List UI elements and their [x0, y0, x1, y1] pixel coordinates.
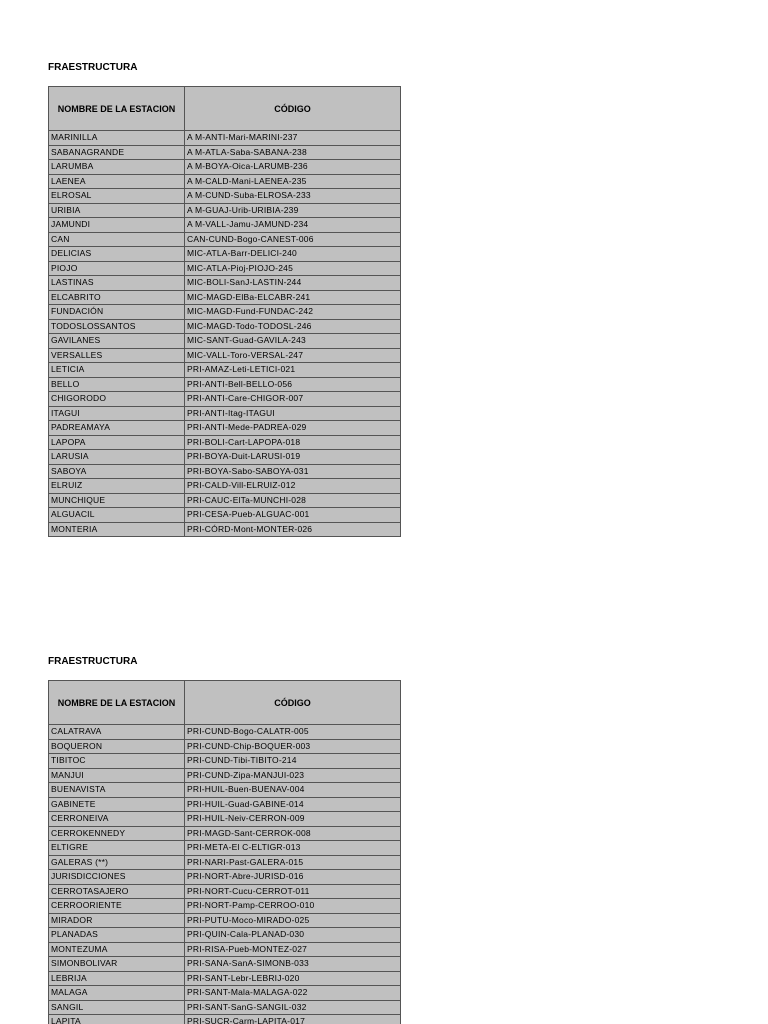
table-row	[49, 957, 401, 972]
table-row	[49, 1000, 401, 1015]
station-code-cell: MIC-MAGD-ElBa-ELCABR-241	[185, 290, 401, 305]
station-code-cell: PRI-ANTI-Care-CHIGOR-007	[185, 392, 401, 407]
table-row	[49, 812, 401, 827]
station-name-cell: VERSALLES	[49, 348, 185, 363]
table-row	[49, 160, 401, 175]
station-name-cell: PADREAMAYA	[49, 421, 185, 436]
section-title: FRAESTRUCTURA	[48, 656, 138, 667]
station-code-cell: PRI-SANA-SanA-SIMONB-033	[185, 957, 401, 972]
station-name-cell: BOQUERON	[49, 739, 185, 754]
station-name-cell: ELRUIZ	[49, 479, 185, 494]
table-row	[49, 855, 401, 870]
station-code-cell: PRI-BOYA-Duit-LARUSI-019	[185, 450, 401, 465]
table-row	[49, 363, 401, 378]
table-row	[49, 493, 401, 508]
table-row	[49, 986, 401, 1001]
table-row	[49, 928, 401, 943]
station-name-cell: ELTIGRE	[49, 841, 185, 856]
station-name-cell: CERROKENNEDY	[49, 826, 185, 841]
table-row	[49, 739, 401, 754]
table-row	[49, 435, 401, 450]
station-code-cell: PRI-CAUC-ElTa-MUNCHI-028	[185, 493, 401, 508]
station-name-cell: JURISDICCIONES	[49, 870, 185, 885]
station-code-cell: A M-ANTI-Mari-MARINI-237	[185, 131, 401, 146]
table-row	[49, 174, 401, 189]
station-name-cell: GABINETE	[49, 797, 185, 812]
station-name-cell: MALAGA	[49, 986, 185, 1001]
table-header-row	[49, 87, 401, 131]
table-row	[49, 203, 401, 218]
station-code-cell: MIC-ATLA-Barr-DELICI-240	[185, 247, 401, 262]
station-name-cell: SIMONBOLIVAR	[49, 957, 185, 972]
station-code-cell: PRI-CALD-Vill-ELRUIZ-012	[185, 479, 401, 494]
station-name-cell: TIBITOC	[49, 754, 185, 769]
station-code-cell: PRI-MAGD-Sant-CERROK-008	[185, 826, 401, 841]
station-code-cell: PRI-CUND-Bogo-CALATR-005	[185, 725, 401, 740]
stations-table	[48, 86, 401, 537]
station-name-cell: URIBIA	[49, 203, 185, 218]
table-row	[49, 450, 401, 465]
table-row	[49, 131, 401, 146]
station-code-cell: PRI-ANTI-Bell-BELLO-056	[185, 377, 401, 392]
table-row	[49, 247, 401, 262]
station-name-cell: DELICIAS	[49, 247, 185, 262]
station-code-cell: PRI-CÓRD-Mont-MONTER-026	[185, 522, 401, 537]
station-name-cell: MIRADOR	[49, 913, 185, 928]
station-code-cell: PRI-NORT-Pamp-CERROO-010	[185, 899, 401, 914]
station-code-cell: PRI-SANT-SanG-SANGIL-032	[185, 1000, 401, 1015]
table-row	[49, 392, 401, 407]
station-code-cell: PRI-SUCR-Carm-LAPITA-017	[185, 1015, 401, 1024]
table-row	[49, 319, 401, 334]
station-name-cell: CHIGORODO	[49, 392, 185, 407]
station-name-cell: BUENAVISTA	[49, 783, 185, 798]
station-name-cell: BELLO	[49, 377, 185, 392]
station-name-cell: CERRONEIVA	[49, 812, 185, 827]
station-code-cell: PRI-RISA-Pueb-MONTEZ-027	[185, 942, 401, 957]
station-code-cell: MIC-VALL-Toro-VERSAL-247	[185, 348, 401, 363]
station-code-cell: PRI-SANT-Lebr-LEBRIJ-020	[185, 971, 401, 986]
table-row	[49, 406, 401, 421]
table-row	[49, 334, 401, 349]
station-name-cell: FUNDACIÓN	[49, 305, 185, 320]
station-code-cell: PRI-ANTI-Mede-PADREA-029	[185, 421, 401, 436]
table-row	[49, 348, 401, 363]
station-code-cell: PRI-BOLI-Cart-LAPOPA-018	[185, 435, 401, 450]
station-code-cell: A M-BOYA-Oica-LARUMB-236	[185, 160, 401, 175]
station-code-cell: A M-GUAJ-Urib-URIBIA-239	[185, 203, 401, 218]
station-name-cell: GAVILANES	[49, 334, 185, 349]
station-code-cell: PRI-CUND-Zipa-MANJUI-023	[185, 768, 401, 783]
header-station-name: NOMBRE DE LA ESTACION	[49, 681, 185, 725]
station-code-cell: MIC-BOLI-SanJ-LASTIN-244	[185, 276, 401, 291]
table-row	[49, 899, 401, 914]
station-code-cell: A M-CUND-Suba-ELROSA-233	[185, 189, 401, 204]
station-name-cell: ELROSAL	[49, 189, 185, 204]
table-row	[49, 797, 401, 812]
station-code-cell: PRI-CUND-Tibi-TIBITO-214	[185, 754, 401, 769]
table-row	[49, 913, 401, 928]
header-code: CÓDIGO	[185, 681, 401, 725]
station-code-cell: PRI-NARI-Past-GALERA-015	[185, 855, 401, 870]
station-name-cell: SABOYA	[49, 464, 185, 479]
station-code-cell: A M-ATLA-Saba-SABANA-238	[185, 145, 401, 160]
station-name-cell: LETICIA	[49, 363, 185, 378]
station-name-cell: CALATRAVA	[49, 725, 185, 740]
table-row	[49, 261, 401, 276]
header-station-name: NOMBRE DE LA ESTACION	[49, 87, 185, 131]
table-row	[49, 232, 401, 247]
station-name-cell: ALGUACIL	[49, 508, 185, 523]
station-name-cell: PIOJO	[49, 261, 185, 276]
header-code: CÓDIGO	[185, 87, 401, 131]
station-code-cell: PRI-ANTI-Itag-ITAGUI	[185, 406, 401, 421]
table-row	[49, 783, 401, 798]
station-name-cell: GALERAS (**)	[49, 855, 185, 870]
table-row	[49, 145, 401, 160]
table-row	[49, 189, 401, 204]
station-code-cell: PRI-NORT-Cucu-CERROT-011	[185, 884, 401, 899]
station-code-cell: PRI-META-El C-ELTIGR-013	[185, 841, 401, 856]
table-row	[49, 971, 401, 986]
station-name-cell: LAPITA	[49, 1015, 185, 1024]
station-code-cell: MIC-SANT-Guad-GAVILA-243	[185, 334, 401, 349]
station-code-cell: MIC-MAGD-Fund-FUNDAC-242	[185, 305, 401, 320]
table-header-row	[49, 681, 401, 725]
station-name-cell: LAENEA	[49, 174, 185, 189]
station-code-cell: CAN-CUND-Bogo-CANEST-006	[185, 232, 401, 247]
table-row	[49, 522, 401, 537]
table-row	[49, 464, 401, 479]
station-name-cell: CERROORIENTE	[49, 899, 185, 914]
station-name-cell: PLANADAS	[49, 928, 185, 943]
station-name-cell: LAPOPA	[49, 435, 185, 450]
section-title: FRAESTRUCTURA	[48, 62, 138, 73]
station-code-cell: PRI-QUIN-Cala-PLANAD-030	[185, 928, 401, 943]
table-row	[49, 377, 401, 392]
station-name-cell: CERROTASAJERO	[49, 884, 185, 899]
station-code-cell: A M-VALL-Jamu-JAMUND-234	[185, 218, 401, 233]
table-row	[49, 276, 401, 291]
table-row	[49, 290, 401, 305]
station-code-cell: MIC-MAGD-Todo-TODOSL-246	[185, 319, 401, 334]
station-code-cell: PRI-CUND-Chip-BOQUER-003	[185, 739, 401, 754]
station-code-cell: A M-CALD-Mani-LAENEA-235	[185, 174, 401, 189]
table-row	[49, 942, 401, 957]
station-name-cell: LEBRIJA	[49, 971, 185, 986]
table-row	[49, 870, 401, 885]
station-name-cell: MUNCHIQUE	[49, 493, 185, 508]
table-row	[49, 826, 401, 841]
station-name-cell: JAMUNDI	[49, 218, 185, 233]
station-code-cell: PRI-PUTU-Moco-MIRADO-025	[185, 913, 401, 928]
table-body	[49, 131, 401, 537]
station-code-cell: PRI-HUIL-Guad-GABINE-014	[185, 797, 401, 812]
station-name-cell: ITAGUI	[49, 406, 185, 421]
station-code-cell: MIC-ATLA-Pioj-PIOJO-245	[185, 261, 401, 276]
station-name-cell: LARUMBA	[49, 160, 185, 175]
station-name-cell: TODOSLOSSANTOS	[49, 319, 185, 334]
station-name-cell: SABANAGRANDE	[49, 145, 185, 160]
station-name-cell: SANGIL	[49, 1000, 185, 1015]
table-row	[49, 421, 401, 436]
table-row	[49, 768, 401, 783]
station-name-cell: MARINILLA	[49, 131, 185, 146]
table-row	[49, 479, 401, 494]
station-code-cell: PRI-HUIL-Buen-BUENAV-004	[185, 783, 401, 798]
station-name-cell: LARUSIA	[49, 450, 185, 465]
station-code-cell: PRI-AMAZ-Leti-LETICI-021	[185, 363, 401, 378]
station-name-cell: CAN	[49, 232, 185, 247]
station-name-cell: ELCABRITO	[49, 290, 185, 305]
table-row	[49, 754, 401, 769]
table-row	[49, 508, 401, 523]
station-code-cell: PRI-SANT-Mala-MALAGA-022	[185, 986, 401, 1001]
table-row	[49, 1015, 401, 1024]
station-code-cell: PRI-BOYA-Sabo-SABOYA-031	[185, 464, 401, 479]
table-row	[49, 218, 401, 233]
station-code-cell: PRI-CESA-Pueb-ALGUAC-001	[185, 508, 401, 523]
stations-table	[48, 680, 401, 1024]
table-row	[49, 305, 401, 320]
station-code-cell: PRI-HUIL-Neiv-CERRON-009	[185, 812, 401, 827]
table-row	[49, 725, 401, 740]
station-name-cell: MONTERIA	[49, 522, 185, 537]
station-code-cell: PRI-NORT-Abre-JURISD-016	[185, 870, 401, 885]
table-body	[49, 725, 401, 1024]
station-name-cell: MANJUI	[49, 768, 185, 783]
station-name-cell: LASTINAS	[49, 276, 185, 291]
table-row	[49, 884, 401, 899]
table-row	[49, 841, 401, 856]
station-name-cell: MONTEZUMA	[49, 942, 185, 957]
